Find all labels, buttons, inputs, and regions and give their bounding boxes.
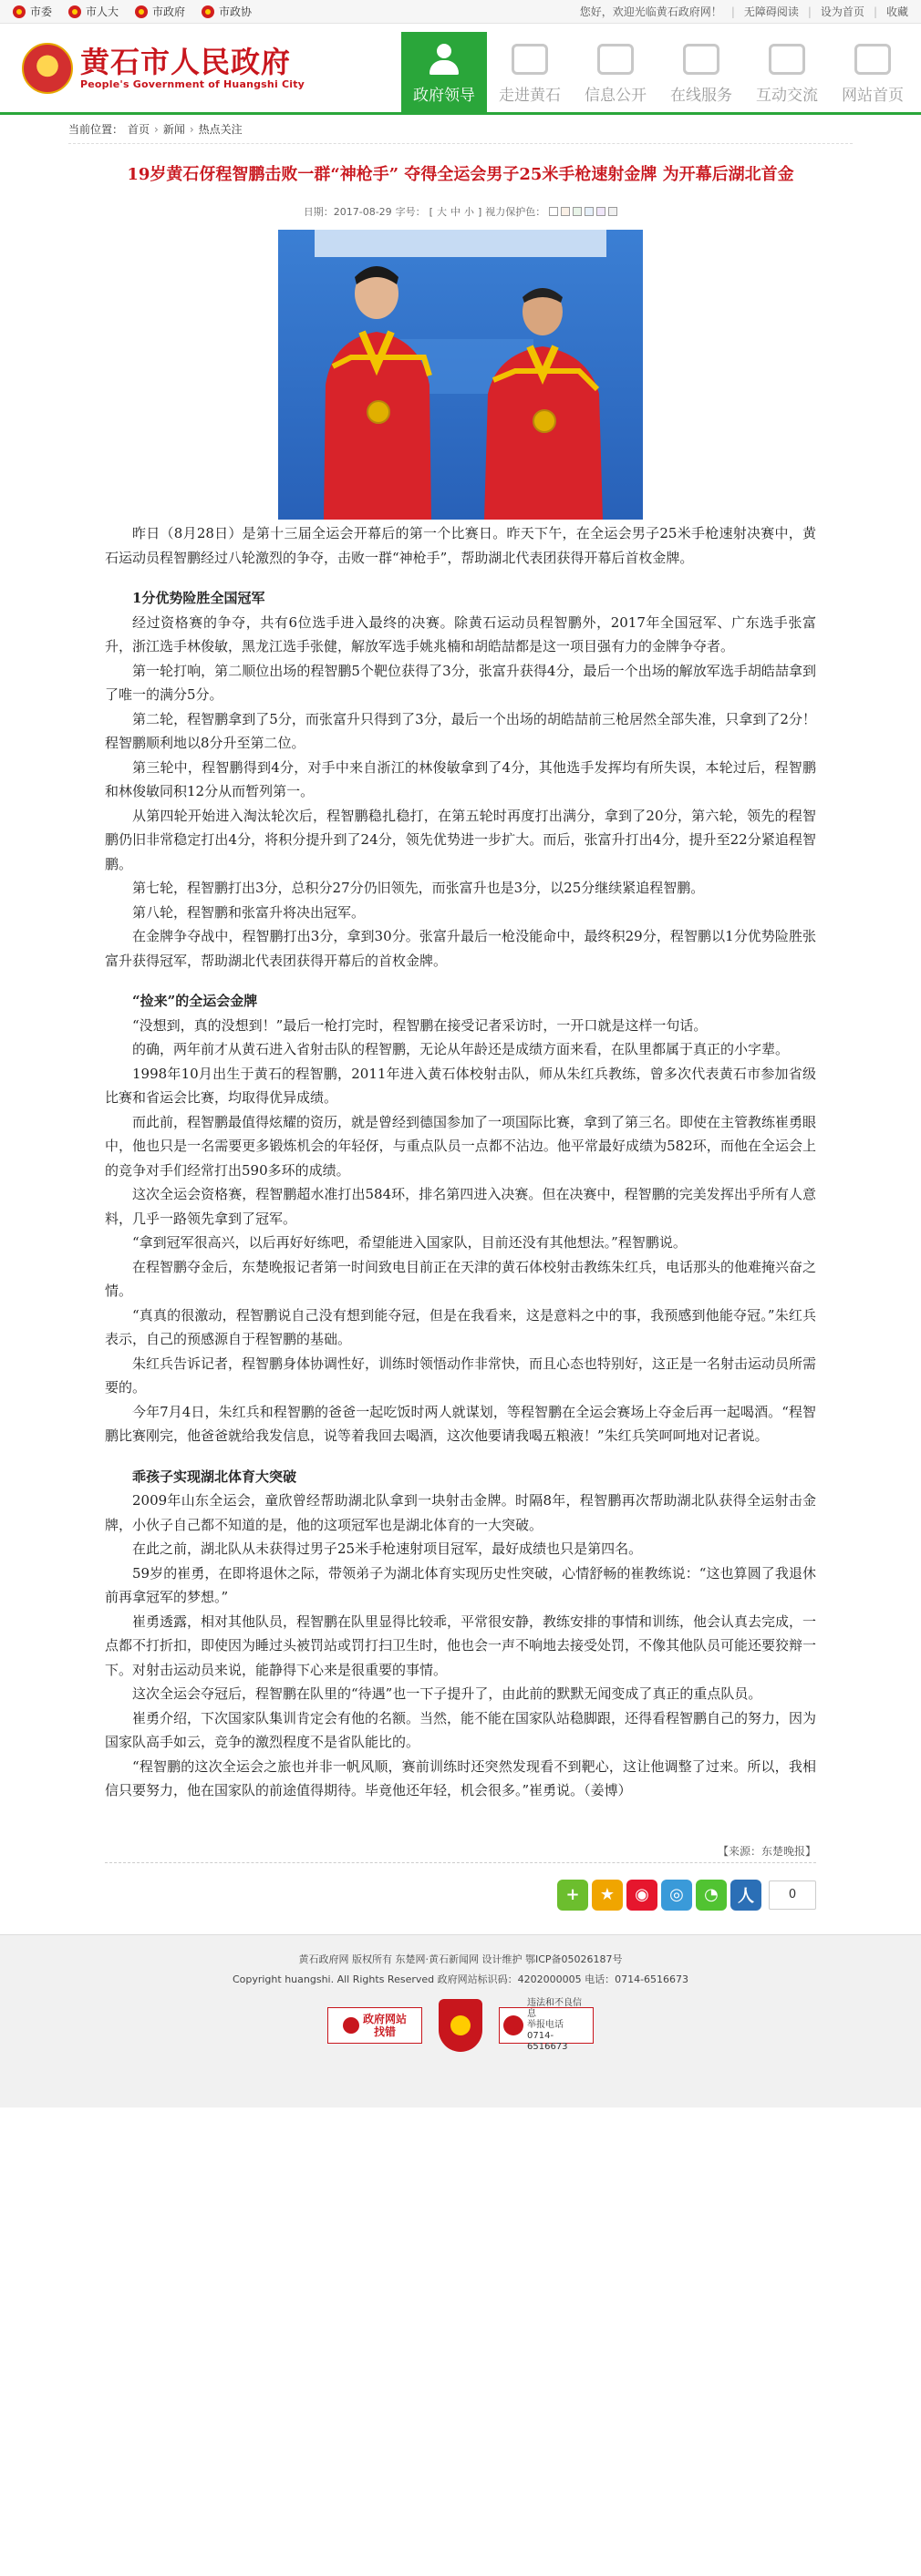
link-label: 市政府 bbox=[152, 5, 186, 18]
party-emblem-icon bbox=[13, 5, 26, 18]
article-paragraph: 崔勇介绍，下次国家队集训肯定会有他的名额。当然，能不能在国家队站稳脚跟，还得看程智鹏自己的努力，因为国家队高手如云，竞争的激烈程度不是省队能比的。 bbox=[105, 1709, 817, 1750]
main-nav bbox=[401, 24, 916, 112]
emblem-icon bbox=[135, 5, 148, 18]
cppcc-emblem-icon bbox=[202, 5, 214, 18]
article-paragraph: 的确，两年前才从黄石进入省射击队的程智鹏，无论从年龄还是成绩方面来看，在队里都属于真正的小字辈。 bbox=[132, 1041, 790, 1057]
article-paragraph: 在此之前，湖北队从未获得过男子25米手枪速射项目冠军，最好成绩也只是第四名。 bbox=[132, 1540, 643, 1557]
national-emblem-icon bbox=[22, 43, 73, 94]
section-heading: “捡来”的全运会金牌 bbox=[132, 993, 258, 1009]
top-utilities: 您好，欢迎光临黄石政府网！ | 无障碍阅读 | 设为首页 | 收藏 bbox=[579, 5, 908, 18]
tip-line: 举报电话 bbox=[527, 2019, 564, 2030]
gov-site-icon bbox=[343, 2017, 359, 2034]
article-paragraph: 经过资格赛的争夺，共有6位选手进入最终的决赛。除黄石运动员程智鹏外，2017年全国冠军、广东选手张富升，浙江选手林俊敏，黑龙江选手张健，解放军选手姚兆楠和胡皓喆都是这一项目强有力的金牌争夺者。 bbox=[105, 613, 816, 654]
tip-line: 0714-6516673 bbox=[527, 2030, 568, 2052]
badge-line: 找错 bbox=[373, 2025, 396, 2038]
link-label: 市人大 bbox=[86, 5, 119, 18]
article-paragraph: 在程智鹏夺金后，东楚晚报记者第一时间致电目前正在天津的黄石体校射击教练朱红兵，电话那头的他难掩兴奋之情。 bbox=[105, 1258, 817, 1299]
landmark-icon bbox=[512, 44, 548, 75]
nav-about[interactable] bbox=[487, 36, 573, 112]
article-paragraph: “程智鹏的这次全运会之旅也并非一帆风顺，赛前训练时还突然发现看不到靶心，这让他调整了过来。所以，我相信只要努力，他在国家队的前途值得期待。毕竟他还年轻，机会很多。”崔勇说。（姜博） bbox=[105, 1757, 816, 1798]
nav-home[interactable] bbox=[830, 36, 916, 112]
article-paragraph: 第八轮，程智鹏和张富升将决出冠军。 bbox=[132, 903, 366, 921]
top-links bbox=[13, 4, 252, 19]
eye-protect-color-swatch[interactable] bbox=[608, 207, 617, 216]
link-party[interactable] bbox=[13, 4, 52, 19]
site-brand[interactable] bbox=[0, 24, 383, 112]
share-count: 0 bbox=[769, 1880, 816, 1910]
article-body bbox=[105, 521, 816, 1803]
eye-protect-label: 视力保护色： bbox=[485, 206, 546, 218]
party-gov-seal-icon[interactable] bbox=[439, 1999, 482, 2052]
barrier-free-link[interactable]: 无障碍阅读 bbox=[743, 5, 799, 18]
article-paragraph: 第二轮，程智鹏拿到了5分，而张富升只得到了3分，最后一个出场的胡皓喆前三枪居然全部失准，只拿到了2分！程智鹏顺利地以8分升至第二位。 bbox=[105, 710, 816, 751]
site-footer bbox=[0, 1934, 921, 2107]
article-paragraph: “真真的很激动，程智鹏说自己没有想到能夺冠，但是在我看来，这是意料之中的事，我预感到他能夺冠。”朱红兵表示，自己的预感源自于程智鹏的基础。 bbox=[105, 1306, 816, 1347]
share-bar bbox=[105, 1880, 816, 1911]
breadcrumb-hot[interactable]: 热点关注 bbox=[198, 123, 243, 136]
link-congress[interactable] bbox=[68, 4, 119, 19]
nav-info[interactable] bbox=[573, 36, 658, 112]
nav-leaders[interactable] bbox=[401, 32, 487, 112]
tencent-weibo-icon[interactable]: ◎ bbox=[661, 1880, 692, 1911]
eye-protect-color-swatch[interactable] bbox=[561, 207, 570, 216]
eye-protect-color-swatch[interactable] bbox=[585, 207, 594, 216]
font-large-button[interactable]: 大 bbox=[436, 206, 447, 218]
brand-text bbox=[80, 46, 305, 90]
article-paragraph: 崔勇透露，相对其他队员，程智鹏在队里显得比较乖，平常很安静，教练安排的事情和训练，他会认真去完成，一点都不打折扣，即使因为睡过头被罚站或罚打扫卫生时，他也会一声不响地去接受处罚，不像其他队员可能还要狡辩一下。对射击运动员来说，能静得下心来是很重要的事情。 bbox=[105, 1613, 817, 1678]
report-icon bbox=[503, 2015, 523, 2035]
service-icon bbox=[683, 44, 719, 75]
gov-site-error-badge[interactable] bbox=[327, 2007, 422, 2044]
section-heading: 乖孩子实现湖北体育大突破 bbox=[132, 1468, 297, 1485]
article-paragraph: 1998年10月出生于黄石的程智鹏，2011年进入黄石体校射击队，师从朱红兵教练，曾多次代表黄石市参加省级比赛和省运会比赛，均取得优异成绩。 bbox=[105, 1065, 816, 1106]
fontsize-label: 字号： bbox=[395, 206, 426, 218]
eye-protect-color-swatch[interactable] bbox=[573, 207, 582, 216]
emblem-icon bbox=[68, 5, 81, 18]
article-meta: 日期：2017-08-29 字号： [ 大 中 小 ] 视力保护色： bbox=[105, 204, 816, 219]
article bbox=[68, 144, 853, 1911]
eye-protect-color-swatch[interactable] bbox=[596, 207, 605, 216]
report-hotline-badge[interactable] bbox=[499, 1997, 594, 2052]
wechat-icon[interactable]: ◔ bbox=[696, 1880, 727, 1911]
article-paragraph: 第三轮中，程智鹏得到4分，对手中来自浙江的林俊敏拿到了4分，其他选手发挥均有所失误，本轮过后，程智鹏和林俊敏同积12分从而暂列第一。 bbox=[105, 758, 816, 799]
nav-label: 信息公开 bbox=[585, 87, 647, 105]
font-small-button[interactable]: 小 bbox=[463, 206, 474, 218]
nav-service[interactable] bbox=[658, 36, 744, 112]
article-paragraph: 朱红兵告诉记者，程智鹏身体协调性好，训练时领悟动作非常快，而且心态也特别好，这正是一名射击运动员所需要的。 bbox=[105, 1355, 817, 1396]
article-paragraph: 2009年山东全运会，童欣曾经帮助湖北队拿到一块射击金牌。时隔8年，程智鹏再次帮助湖北队获得全运射击金牌，小伙子自己都不知道的是，他的这项冠军也是湖北体育的一大突破。 bbox=[105, 1492, 816, 1533]
eye-protect-color-swatch[interactable] bbox=[549, 207, 558, 216]
breadcrumb-home[interactable]: 首页 bbox=[128, 123, 150, 136]
chat-icon bbox=[769, 44, 805, 75]
article-paragraph: 而此前，程智鹏最值得炫耀的资历，就是曾经到德国参加了一项国际比赛，拿到了第三名。即使在主管教练崔勇眼中，他也只是一名需要更多锻炼机会的年轻伢，与重点队员一点都不沾边。他平常最好成绩为582环，而他在全运会上的竞争对手们经常打出590多环的成绩。 bbox=[105, 1113, 817, 1179]
qzone-icon[interactable]: ★ bbox=[592, 1880, 623, 1911]
eye-protect-colors bbox=[549, 207, 617, 216]
breadcrumb-news[interactable]: 新闻 bbox=[162, 123, 185, 136]
home-icon bbox=[854, 44, 891, 75]
article-paragraph: 第一轮打响，第二顺位出场的程智鹏5个靶位获得了3分，张富升获得4分，最后一个出场的解放军选手胡皓喆拿到了唯一的满分5分。 bbox=[105, 662, 816, 703]
link-label: 市政协 bbox=[219, 5, 253, 18]
article-date: 日期：2017-08-29 bbox=[303, 206, 392, 218]
article-photo bbox=[278, 230, 643, 520]
footer-info: Copyright huangshi. All Rights Reserved 政府网站标识码：4202000005 电话：0714-6516673 bbox=[232, 1973, 689, 1985]
link-label: 市委 bbox=[30, 5, 53, 18]
section-heading: 1分优势险胜全国冠军 bbox=[132, 590, 265, 606]
breadcrumb: 当前位置： 首页 › 新闻 › 热点关注 bbox=[68, 115, 853, 144]
plus-share-icon[interactable]: + bbox=[557, 1880, 588, 1911]
article-title: 19岁黄石伢程智鹏击败一群“神枪手” 夺得全运会男子25米手枪速射金牌 为开幕后湖北首金 bbox=[127, 165, 794, 184]
link-cppcc[interactable] bbox=[202, 4, 252, 19]
article-paragraph: 这次全运会夺冠后，程智鹏在队里的“待遇”也一下子提升了，由此前的默默无闻变成了真正的重点队员。 bbox=[132, 1685, 762, 1702]
article-paragraph: 今年7月4日，朱红兵和程智鹏的爸爸一起吃饭时两人就谋划，等程智鹏在全运会赛场上夺金后再一起喝酒。“程智鹏比赛刚完，他爸爸就给我发信息，说等着我回去喝酒，这次他要请我喝五粮液！”朱红兵笑呵呵地对记者说。 bbox=[105, 1403, 816, 1444]
site-header bbox=[0, 24, 921, 115]
article-paragraph: 从第四轮开始进入淘汰轮次后，程智鹏稳扎稳打，在第五轮时再度打出满分，拿到了20分，第六轮，领先的程智鹏仍旧非常稳定打出4分，将积分提升到了24分，领先优势进一步扩大。而后，张富升打出4分，提升至22分紧追程智鹏。 bbox=[105, 807, 816, 872]
badge-line: 政府网站 bbox=[362, 2012, 407, 2025]
font-medium-button[interactable]: 中 bbox=[450, 206, 460, 218]
footer-copyright: 黄石政府网 版权所有 东楚网·黄石新闻网 设计维护 鄂ICP备05026187号 bbox=[298, 1953, 623, 1965]
nav-label: 互动交流 bbox=[756, 87, 818, 105]
article-paragraph: 这次全运会资格赛，程智鹏超水准打出584环，排名第四进入决赛。但在决赛中，程智鹏的完美发挥出乎所有人意料，几乎一路领先拿到了冠军。 bbox=[105, 1186, 816, 1227]
nav-label: 在线服务 bbox=[670, 87, 732, 105]
article-paragraph: 在金牌争夺战中，程智鹏打出3分，拿到30分。张富升最后一枪没能命中，最终积29分，程智鹏以1分优势险胜张富升获得冠军，帮助湖北代表团获得开幕后的首枚金牌。 bbox=[105, 928, 816, 969]
document-icon bbox=[597, 44, 634, 75]
article-paragraph: 昨日（8月28日）是第十三届全运会开幕后的第一个比赛日。昨天下午，在全运会男子25米手枪速射决赛中，黄石运动员程智鹏经过八轮激烈的争夺，击败一群“神枪手”，帮助湖北代表团获得开幕后首枚金牌。 bbox=[105, 525, 816, 566]
top-strip bbox=[0, 0, 921, 24]
article-paragraph: “没想到，真的没想到！”最后一枪打完时，程智鹏在接受记者采访时，一开口就是这样一句话。 bbox=[132, 1016, 708, 1034]
nav-label: 网站首页 bbox=[842, 87, 904, 105]
weibo-icon[interactable]: ◉ bbox=[626, 1880, 657, 1911]
favorite-link[interactable]: 收藏 bbox=[885, 5, 908, 18]
nav-label: 政府领导 bbox=[413, 87, 475, 105]
person-icon bbox=[426, 44, 462, 75]
link-government[interactable] bbox=[135, 4, 185, 19]
greeting-text: 您好，欢迎光临黄石政府网！ bbox=[579, 5, 722, 18]
set-homepage-link[interactable]: 设为首页 bbox=[820, 5, 864, 18]
article-paragraph: “拿到冠军很高兴，以后再好好练吧，希望能进入国家队，目前还没有其他想法。”程智鹏说。 bbox=[132, 1234, 687, 1251]
article-paragraph: 59岁的崔勇，在即将退休之际，带领弟子为湖北体育实现历史性突破，心情舒畅的崔教练说：“这也算圆了我退休前再拿冠军的梦想。” bbox=[105, 1564, 816, 1605]
tip-line: 违法和不良信息 bbox=[527, 1997, 582, 2019]
breadcrumb-prefix: 当前位置： bbox=[68, 123, 124, 136]
site-name: 黄石市人民政府 bbox=[80, 45, 292, 79]
nav-interact[interactable] bbox=[744, 36, 830, 112]
site-name-en: People's Government of Huangshi City bbox=[80, 78, 305, 90]
article-source: 【来源：东楚晚报】 bbox=[105, 1843, 816, 1863]
renren-icon[interactable]: 人 bbox=[730, 1880, 761, 1911]
footer-logos bbox=[0, 1999, 921, 2052]
article-paragraph: 第七轮，程智鹏打出3分，总积分27分仍旧领先，而张富升也是3分，以25分继续紧追程智鹏。 bbox=[132, 880, 705, 896]
nav-label: 走进黄石 bbox=[499, 87, 561, 105]
